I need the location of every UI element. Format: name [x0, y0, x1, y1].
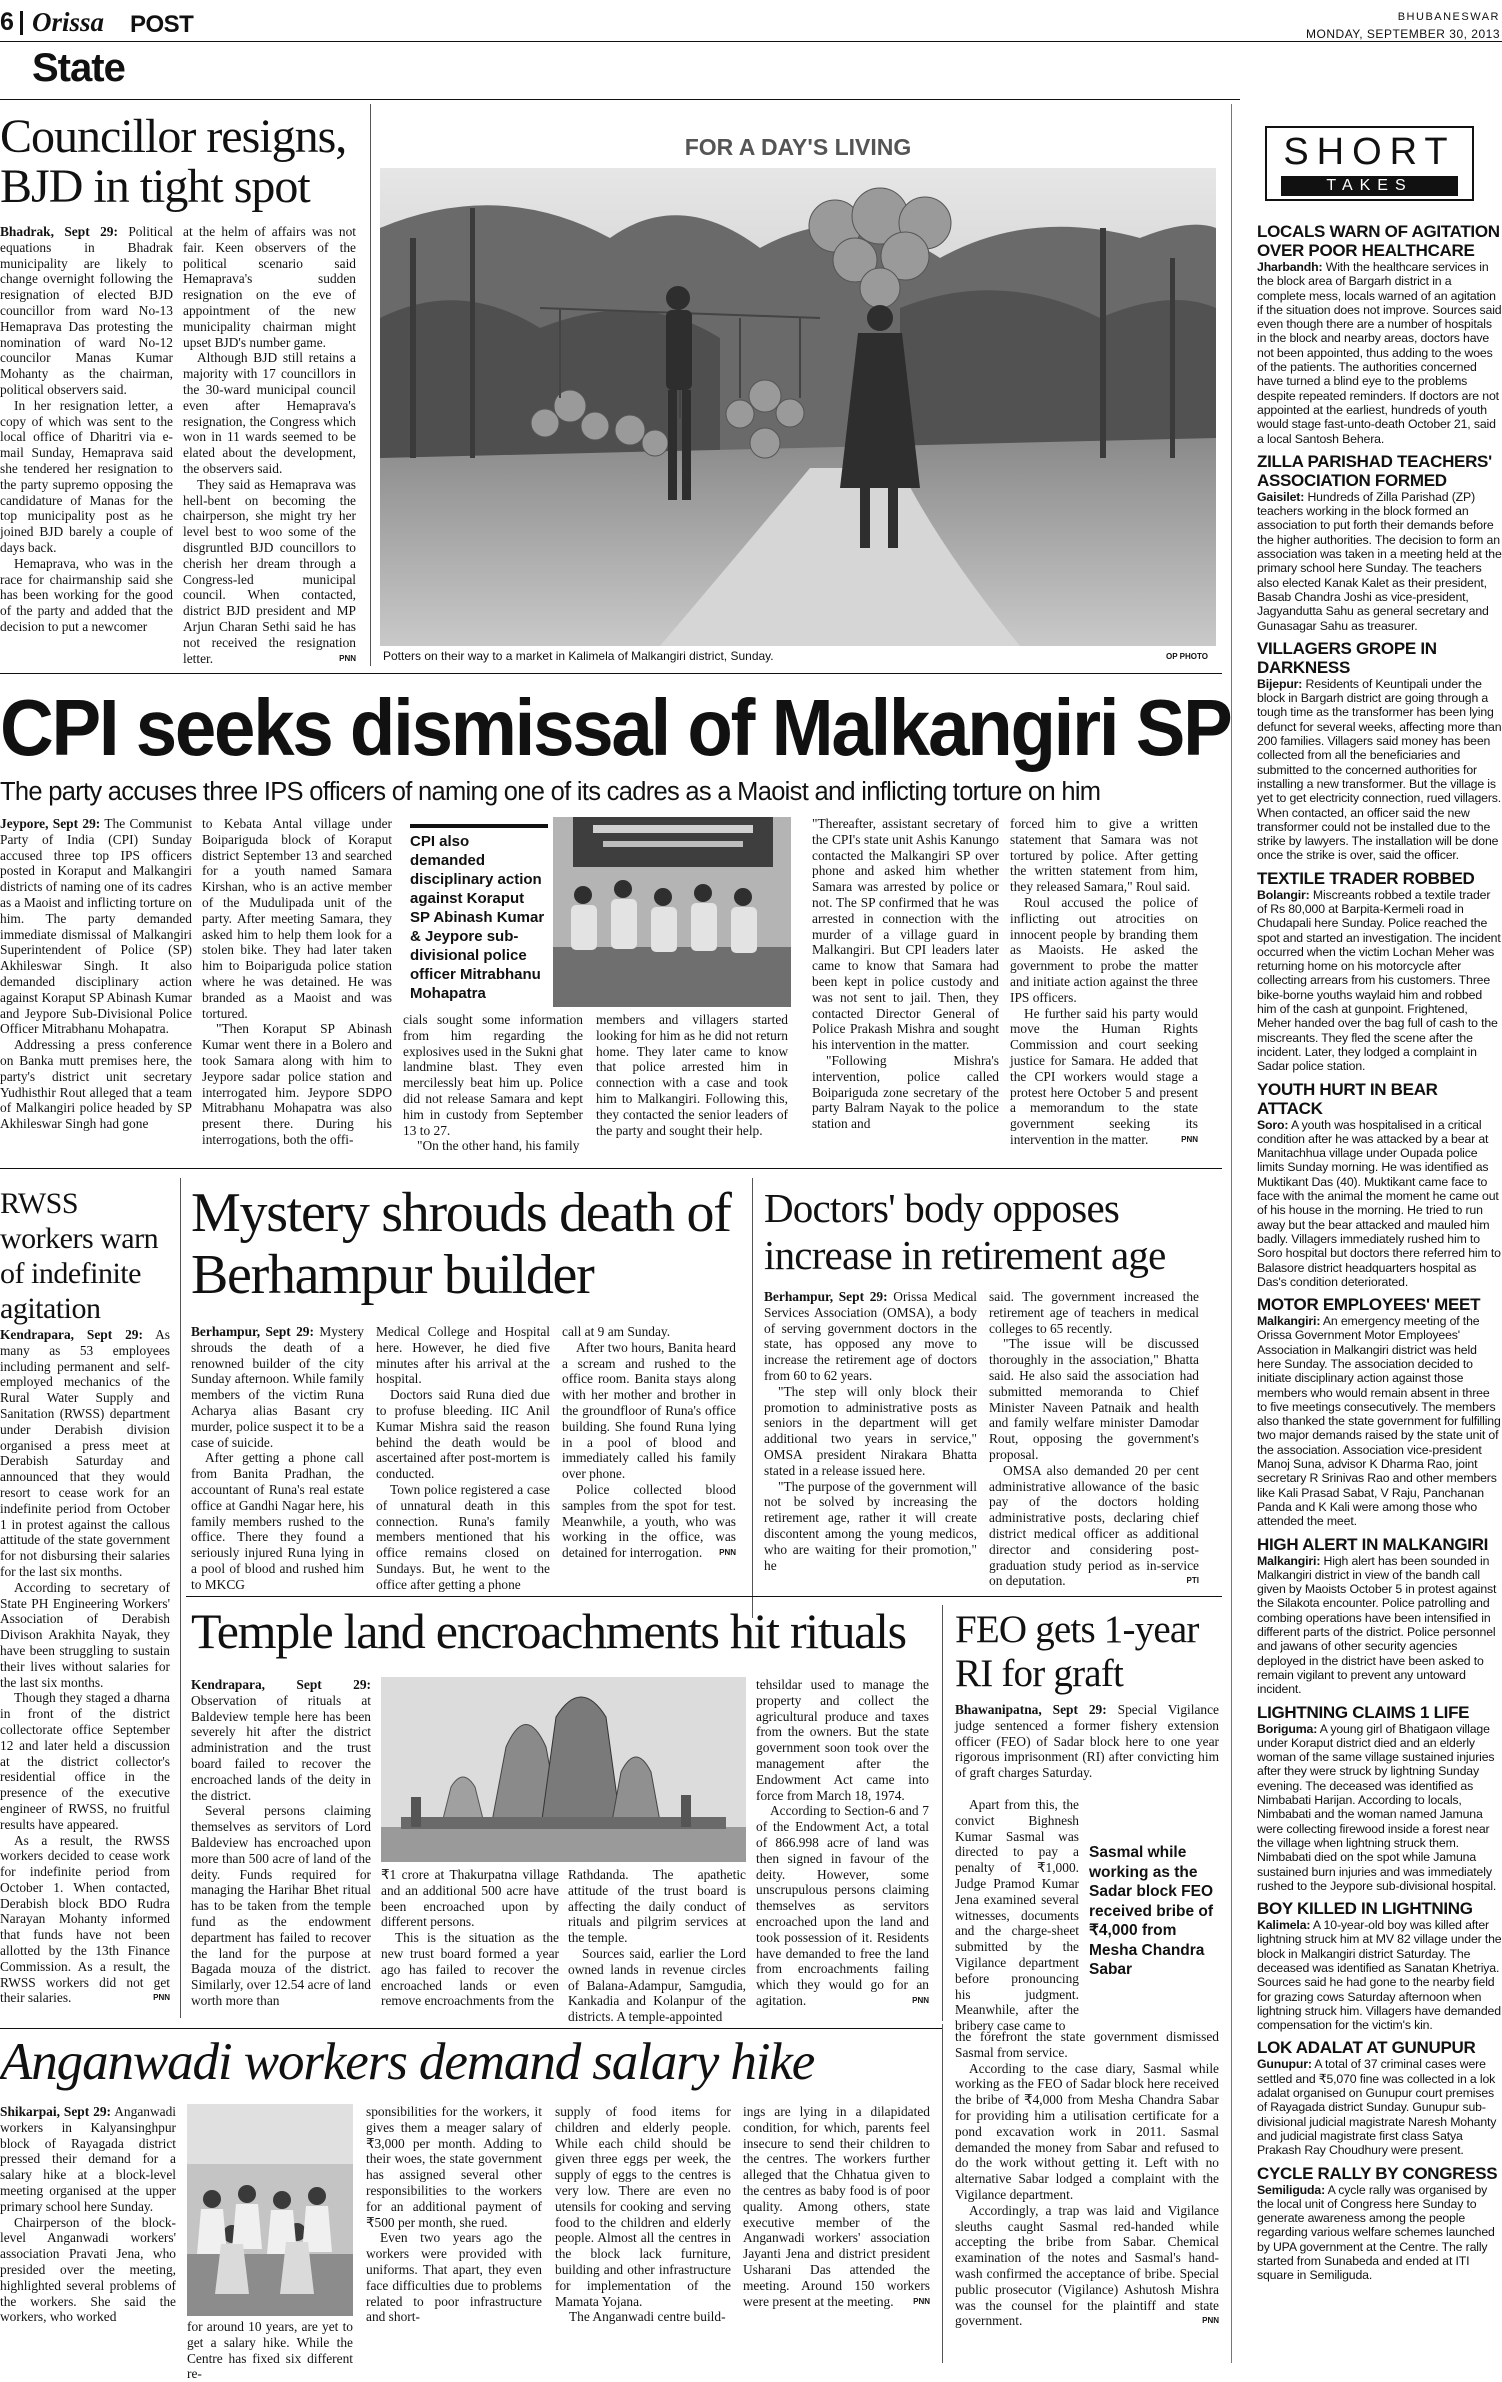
mystery-para: Medical College and Hospital here. However, he died five minutes after his arrival at the hospital. — [376, 1324, 550, 1387]
temple-col-3 — [568, 1867, 746, 2025]
temple-col-4 — [756, 1677, 929, 2017]
temple-photo — [381, 1677, 746, 1862]
anganwadi-para: ings are lying in a dilapidated condition, for which, parents feel insecure to send their children to the centres. The workers further alleged that the Chhatua given to the centres as baby food is of poor quality. Among others, state executive member of the Anganwadi workers' association Jayanti Jena and district president Usharani Das attended the meeting. Around 150 workers were present at the meeting. PNN — [743, 2104, 930, 2309]
mystery-para: Berhampur, Sept 29: Mystery shrouds the death of a renowned builder of the city Sunday afternoon. While family members of the victim Runa Acharya alias Basant cry murder, police suspect it to be a case of suicide. — [191, 1324, 364, 1450]
anganwadi-para: sponsibilities for the workers, it gives them a meager salary of ₹3,000 per month. Adding to their woes, the state government has assigned several other responsibilities to the workers for an additional payment of ₹500 per month, she rued. — [366, 2104, 542, 2230]
councillor-para: In her resignation letter, a copy of which was sent to the local office of Dharitri via e-mail Sunday, Hemaprava said she tendered her resignation to the party supremo opposing the candidature of Manas for the top municipality post as he joined BJD barely a couple of days back. — [0, 397, 173, 555]
temple-para: Kendrapara, Sept 29: Observation of rituals at Baldeview temple here has been severely hit after the district administration and the trust board failed to recover the encroached lands of the deity in the district. — [191, 1677, 371, 1803]
temple-para: ₹1 crore at Thakurpatna village and an additional 500 acre have been encroached upon by different persons. — [381, 1867, 559, 1930]
short-take-body — [1257, 888, 1502, 1074]
short-take-text: A youth was hospitalised in a critical condition after he was attacked by a bear at Manitachhua village under Oupada police limits Sunday morning. He was identified as Muktikant Das (40). Muktikant came face to face with the animal the moment he came out of his house in the morning. He tried to run away but the bear attacked and mauled him badly. Villagers immediately rushed him to Soro hospital but doctors there referred him to Balasore district headquarters hospital as Das's condition deteriorated. — [1257, 1117, 1501, 1289]
anganwadi-para: Shikarpai, Sept 29: Anganwadi workers in Kalyansinghpur block of Rayagada district pressed their demand for a salary hike at a block-level meeting organised at the upper primary school here Sunday. — [0, 2104, 176, 2214]
cpi-para: "Following Mishra's intervention, police called Boipariguda zone secretary of the party Balram Nayak to the police station and — [812, 1052, 999, 1132]
short-take-body — [1257, 490, 1502, 633]
rwss-divider — [180, 1178, 181, 2018]
feo-pull-quote: Sasmal while working as the Sadar block FEO received bribe of ₹4,000 from Mesha Chandra Sabar — [1089, 1844, 1214, 1978]
short-take-body — [1257, 677, 1502, 863]
short-take-place: Bolangir: — [1257, 887, 1310, 902]
short-take-place: Bijepur: — [1257, 676, 1303, 691]
short-take-place: Soro: — [1257, 1117, 1289, 1132]
short-take-place: Gunupur: — [1257, 2057, 1312, 2072]
short-take-headline: BOY KILLED IN LIGHTNING — [1257, 1899, 1473, 1919]
councillor-para: Hemaprava, who was in the race for chairmanship said she has been working for the good of the party and added that the decision to put a newcomer — [0, 555, 173, 634]
short-take-text: Residents of Keuntipali under the block in Bargarh district are going through a tough time as the transformer has been lying defunct for several weeks, affecting more than 200 families. Villagers said money has been collected from all the beneficiaries and submitted to the concerned authorities for installing a new transformer. But the village is yet to get electricity connection, rued villagers. When contacted, an officer said the new transformer could not be installed due to the strike by lawyers. The installation will be done once the strike is over, said the officer. — [1257, 676, 1502, 863]
cpi-col-1 — [0, 816, 192, 1156]
temple-col-1 — [191, 1677, 371, 2017]
councillor-para: Although BJD still retains a majority with 17 councillors in the 30-ward municipal council even after Hemaprava's resignation, the Congress which won in 11 wards seemed to be elated about the development, the observers said. — [183, 350, 356, 476]
short-take-body — [1257, 2183, 1502, 2283]
councillor-headline: Councillor resigns, BJD in tight spot — [0, 110, 347, 213]
masthead-divider — [20, 11, 23, 35]
cpi-para: cials sought some information from him regarding the explosives used in the Sukni ghat landmine blast. They even mercilessly beat him up. Police did not release Samara and kept him in custody from September 13 to 27. — [403, 1012, 583, 1138]
feo-bottom — [955, 2029, 1219, 2359]
cpi-para: He further said his party would move the Human Rights Commission and court seeking justice for Samara. He added that the CPI workers would stage a protest here October 5 and present a memorandum to the state government seeking its intervention in the matter. PNN — [1010, 1005, 1198, 1147]
cpi-col-4 — [596, 1012, 788, 1152]
feo-para: Bhawanipatna, Sept 29: Special Vigilance judge sentenced a former fishery extension officer (FEO) of Sadar block here to one year rigorous imprisonment (RI) after convicting him of graft charges Saturday. — [955, 1702, 1219, 1781]
rwss-body — [0, 1327, 170, 2027]
short-take-text: Miscreants robbed a textile trader of Rs 80,000 at Barpita-Kermeli road in Chudapali here Sunday. Police reached the spot and started an investigation. The incident occurred when the victim Lochan Meher was returning home on his motorcycle after collecting arrears from his customers. Three bike-borne youths waylaid him and robbed him of the cash at gunpoint. Frightened, Meher handed over the bag full of cash to the miscreants. They fled the scene after the incident. Later, they lodged a complaint in Sadar police station. — [1257, 887, 1501, 1074]
masthead-section-word: POST — [130, 11, 194, 38]
doctors-para: said. The government increased the retirement age of teachers in medical colleges to 65 recently. — [989, 1289, 1199, 1336]
temple-para: Rathdanda. The apathetic attitude of the trust board is affecting the daily conduct of rituals and pilgrim services at the temple. — [568, 1867, 746, 1946]
short-takes-divider — [1231, 104, 1232, 2363]
anganwadi-headline: Anganwadi workers demand salary hike — [0, 2033, 815, 2091]
potters-photo-illustration — [380, 168, 1216, 646]
temple-para: According to Section-6 and 7 of the Endowment Act, a total of 866.998 acre of land was then signed in favour of the deity. However, some unscrupulous persons claiming themselves as servitors encroached upon the land and took possession of it. Residents have demanded to free the land from encroachments failing which they would go for an agitation. PNN — [756, 1803, 929, 2008]
rwss-para: According to secretary of State PH Engineering Workers' Association of Derabish Divison Arakhita Nayak, they have been struggling to sustain their lives without salaries for the last six months. — [0, 1579, 170, 1690]
anganwadi-feo-divider — [942, 2024, 943, 2363]
masthead-city: BHUBANESWAR — [1397, 11, 1500, 23]
masthead-paper: Orissa — [32, 7, 105, 37]
anganwadi-col-2 — [187, 2319, 353, 2382]
rwss-headline: RWSS workers warn of indefinite agitation — [0, 1187, 159, 1325]
short-take-headline: TEXTILE TRADER ROBBED — [1257, 868, 1475, 888]
cpi-col-5 — [812, 816, 999, 1156]
cpi-para: members and villagers started looking for him as he did not return home. They later came to know that police arrested him in connection with a case and took him to Malkangiri. Following this, they contacted the senior leaders of the party and sought their help. — [596, 1012, 788, 1138]
cpi-col-2 — [202, 816, 392, 1156]
cpi-para: forced him to give a written statement that Samara was not tortured by police. After getting the written statement from him, they released Samara," Roul said. — [1010, 816, 1198, 895]
short-takes-title-top: SHORT — [1283, 131, 1456, 173]
mystery-col-1 — [191, 1324, 364, 1614]
anganwadi-para: The Anganwadi centre build- — [569, 2309, 726, 2325]
short-take-headline: HIGH ALERT IN MALKANGIRI — [1257, 1534, 1489, 1554]
short-take-body — [1257, 1554, 1502, 1697]
cpi-press-photo-illustration — [553, 817, 791, 1007]
short-take-text: With the healthcare services in the block area of Bargarh district in a complete mess, locals warned of an agitation if the situation does not improve. Sources said even though there are a number of hospitals in the block and nearby areas, doctors have not been appointed, thus adding to the woes of the patients. The authorities concerned have turned a blind eye to the problems despite repeated reminders. If doctors are not appointed at the earliest, hundreds of youth would stage fast-unto-death October 21, said a local Santosh Behera. — [1257, 260, 1502, 446]
doctors-para: OMSA also demanded 20 per cent administrative allowance of the basic pay of the doctors holding administrative posts, declaring chief district medical officer as additional director and considering post-graduation study period as in-service on deputation. PTI — [989, 1462, 1199, 1589]
short-take-text: Hundreds of Zilla Parishad (ZP) teachers working in the block formed an association to put forth their demands before the higher authorities. The decision to form an association was taken in a meeting held at the primary school here Sunday. The teachers also elected Kanak Kalet as their president, Basab Chandra Joshi as vice-president, Jagyandutta Sahu as general secretary and Gunasagar Sahu as treasurer. — [1257, 489, 1502, 633]
cpi-para: Addressing a press conference on Banka mutt premises here, the party's district unit secretary Yudhisthir Rout alleged that a team of Malkangiri police headed by SP Akhileswar Singh had gone — [0, 1037, 192, 1132]
cpi-para: to Kebata Antal village under Boipariguda block of Koraput district September 13 and searched for a youth named Samara Kirshan, who is an active member of the Mudulipada unit of the party. After meeting Samara, they asked him to help them look for a stolen bike. They had later taken him to Boipariguda police station where he was detained. He was branded as a Maoist and was tortured. — [202, 816, 392, 1021]
potters-photo — [380, 168, 1216, 646]
days-living-title: FOR A DAY'S LIVING — [684, 134, 912, 160]
anganwadi-photo — [187, 2104, 353, 2316]
cpi-pull-quote: CPI also demanded disciplinary action against Koraput SP Abinash Kumar & Jeypore sub-divisional police officer Mitrabhanu Mohapatra — [410, 824, 548, 1003]
temple-para: This is the situation as the new trust board formed a year ago has failed to recover the encroached lands or even remove encroachments from the — [381, 1930, 559, 2009]
temple-top-rule — [186, 1596, 1222, 1597]
mystery-para: Police collected blood samples from the spot for test. Meanwhile, a youth, who was working in the office, was detained for interrogation. PNN — [562, 1481, 736, 1561]
feo-narrow — [955, 1797, 1079, 2034]
anganwadi-col-3 — [366, 2104, 542, 2363]
doctors-col-2 — [989, 1289, 1199, 1619]
short-take-headline: ZILLA PARISHAD TEACHERS' ASSOCIATION FORMED — [1257, 451, 1492, 490]
anganwadi-para: for around 10 years, are yet to get a salary hike. While the Centre has fixed six different re- — [187, 2319, 353, 2382]
short-take-headline: VILLAGERS GROPE IN DARKNESS — [1257, 638, 1437, 677]
cpi-para: "On the other hand, his family — [417, 1138, 580, 1154]
short-take-headline: CYCLE RALLY BY CONGRESS — [1257, 2163, 1498, 2183]
anganwadi-col-1 — [0, 2104, 176, 2363]
short-take-body — [1257, 1722, 1502, 1894]
councillor-photo-divider — [370, 104, 371, 666]
short-take-headline: YOUTH HURT IN BEAR ATTACK — [1257, 1079, 1438, 1118]
cpi-col-6 — [1010, 816, 1198, 1156]
short-take-text: A young girl of Bhatigaon village under Koraput district died and an elderly woman of the same village sustained injuries after they were struck by lightning Sunday evening. The deceased was identified as Nimbabati Harijan. According to locals, Nimbabati and the woman named Jamuna were collecting firewood inside a forest near the village when lightning struck them. Nimbabati died on the spot while Jamuna sustained burn injuries and was immediately rushed to the Jeypore sub-divisional hospital. — [1257, 1721, 1497, 1893]
short-take-headline: LOK ADALAT AT GUNUPUR — [1257, 2038, 1476, 2058]
short-take-text: A 10-year-old boy was killed after lightning struck him at MV 82 village under the block in Malkangiri district Saturday. The deceased was identified as Sanatan Khetriya. Sources said he had gone to the nearby field for grazing cows Saturday afternoon when lightning struck him. Villagers have demanded compensation for the victim's kin. — [1257, 1918, 1502, 2033]
cpi-para: "Thereafter, assistant secretary of the CPI's state unit Ashis Kanungo contacted the Malkangiri SP over phone and asked him whether Samara was arrested by police or not. The SP confirmed that he was arrested in connection with the murder of a village guard in Malkangiri. But CPI leaders later came to know that Samara had been kept in police custody and was not sent to jail. Then, they contacted Director General of Police Prakash Mishra and sought his intervention in the matter. — [812, 816, 999, 1053]
mystery-doctors-divider — [752, 1178, 753, 1618]
mystery-headline: Mystery shrouds death of Berhampur builder — [191, 1182, 731, 1306]
cpi-para: Jeypore, Sept 29: The Communist Party of India (CPI) Sunday accused three top IPS officers posted in Koraput and Malkangiri districts of naming one of its cadres as a Maoist and inflicting torture on him. The party demanded immediate dismissal of Malkangiri Superintendent of Police (SP) Akhileswar Singh. It also demanded disciplinary action against Koraput SP Abinash Kumar and Jeypore Sub-Divisional Police Officer Mitrabhanu Mohapatra. — [0, 816, 193, 1037]
cpi-subhead: The party accuses three IPS officers of naming one of its cadres as a Maoist and inflicting torture on him — [0, 778, 1101, 806]
feo-para: Apart from this, the convict Bighnesh Kumar Sasmal was directed to pay a penalty of ₹1,000. Judge Pramod Kumar Jena examined several witnesses, documents and the charge-sheet submitted by the Vigilance department before pronouncing his judgment. Meanwhile, after the bribery case came to — [955, 1797, 1079, 2034]
cpi-press-photo — [553, 817, 791, 1007]
temple-col-2 — [381, 1867, 559, 2017]
temple-para: tehsildar used to manage the property and collect the agricultural produce and taxes from the owners. But the state government soon took over the management after the Endowment Act came into force from March 18, 1974. — [756, 1677, 929, 1803]
short-take-text: A total of 37 criminal cases were settled and ₹5,070 fine was collected in a lok adalat organised on Gunupur court premises of Rayagada district Sunday. Gunupur sub-divisional judicial magistrate Naresh Mohanty and judicial magistrate first class Satya Prakash Ray Choudhury were present. — [1257, 2057, 1497, 2158]
temple-para: Sources said, earlier the Lord owned lands in revenue circles of Balana-Adampur, Samgudia, Kankadia and Kolanpur of the districts. A temple-appointed — [568, 1945, 746, 2025]
feo-para: the forefront the state government dismissed Sasmal from service. — [955, 2029, 1219, 2060]
short-take-place: Malkangiri: — [1257, 1553, 1321, 1568]
short-take-body — [1257, 2057, 1502, 2157]
councillor-col-1 — [0, 224, 173, 664]
rwss-para: Kendrapara, Sept 29: As many as 53 employees including permanent and self-employed mechanics of the Rural Water Supply and Sanitation (RWSS) department under Derabish division organised a press meet at Derabish Saturday and announced that they would resort to cease work for an indefinite period from October 1 in protest against the callous attitude of the state government for not disbursing their salaries for the last six months. — [0, 1327, 170, 1579]
anganwadi-top-rule — [0, 2028, 942, 2029]
councillor-para: at the helm of affairs was not fair. Keen observers of the political scenario said Hemaprava's sudden resignation on the eve of appointment of the new municipality chairman might upset BJD's number game. — [183, 224, 356, 350]
mystery-col-3 — [562, 1324, 736, 1614]
mystery-col-2 — [376, 1324, 550, 1614]
short-takes-list — [1257, 222, 1502, 2289]
doctors-para: Berhampur, Sept 29: Orissa Medical Services Association (OMSA), a body of serving government doctors in the state, has opposed any move to increase the retirement age of doctors from 60 to 62 years. — [764, 1289, 977, 1383]
short-take-place: Malkangiri: — [1257, 1314, 1321, 1329]
short-take-text: An emergency meeting of the Orissa Government Motor Employees' Association in Malkangiri district was held here Sunday. The association decided to initiate disciplinary action against those members who would remain absent in three to five meetings consecutively. The members also thanked the state government for fulfilling two major demands raised by the state unit of the association. Association vice-president Manoj Suna, advisor K Dharma Rao, joint secretary R Srinivas Rao and other members like Kali Prasad Sabat, V Raju, Panchanan Panda and K Kali were among those who attended the meet. — [1257, 1314, 1501, 1529]
short-take-headline: LIGHTNING CLAIMS 1 LIFE — [1257, 1702, 1470, 1722]
anganwadi-col-4 — [555, 2104, 731, 2363]
feo-top — [955, 1702, 1219, 1797]
mystery-para: Town police registered a case of unnatural death in this connection. Runa's family members mentioned that his office remains closed on Sundays. But, he went to the office after getting a phone — [376, 1481, 550, 1592]
short-take-place: Gaisilet: — [1257, 489, 1305, 504]
doctors-para: "The step will only block their promotion to administrative posts as seniors in the department will get additional two years in service," OMSA president Nirakara Bhatta stated in a release issued here. — [764, 1383, 977, 1478]
anganwadi-para: supply of food items for children and elderly people. While each child should be given three eggs per week, the supply of eggs to the centres is very low. There are even no utensils for cooking and serving food to the children and elderly people. Almost all the centres in the block lack furniture, building and other infrastructure for implementation of the Mamata Yojana. — [555, 2104, 731, 2309]
short-takes-title-bottom: TAKES — [1281, 176, 1458, 196]
short-take-text: High alert has been sounded in Malkangiri district in view of the bandh call given by Maoists October 5 in protest against the Silakota encounter. Police patrolling and combing operations have been intensified in different parts of the district. Police personnel and jawans of other security agencies deployed in the district have been asked to remain vigilant to prevent any untoward incident. — [1257, 1553, 1497, 1697]
short-take-place: Semiliguda: — [1257, 2182, 1326, 2197]
rwss-para: Though they staged a dharna in front of the district collectorate office September 12 and later held a discussion at the district collector's residential office in the presence of the executive engineer of RWSS, no fruitful results have appeared. — [0, 1690, 170, 1832]
temple-feo-divider — [942, 1605, 943, 2021]
short-take-body — [1257, 260, 1502, 446]
feo-para: Accordingly, a trap was laid and Vigilance sleuths caught Sasmal red-handed while accepting the bribe from Sabar. Chemical examination of the notes and Sasmal's hand-wash confirmed the acceptance of bribe. Special public prosecutor (Vigilance) Ashutosh Mishra was the counsel for the plaintiff and state government. PNN — [955, 2202, 1219, 2329]
doctors-para: "The purpose of the government will not be solved by increasing the retirement age, rather it will create discontent among the young medicos, who are waiting for their promotion," he — [764, 1478, 977, 1573]
section-rule — [0, 99, 1240, 100]
mystery-para: call at 9 am Sunday. — [562, 1324, 671, 1339]
doctors-para: "The issue will be discussed thoroughly in the association," Bhatta said. He also said the association had submitted memoranda to Chief Minister Naveen Patnaik and health and family welfare minister Damodar Rout, opposing the government's proposal. — [989, 1336, 1199, 1462]
doctors-headline: Doctors' body opposes increase in retirement age — [764, 1185, 1166, 1278]
temple-photo-illustration — [381, 1677, 746, 1862]
cpi-col-3 — [403, 1012, 583, 1152]
days-living-caption: Potters on their way to a market in Kalimela of Malkangiri district, Sunday. — [383, 649, 774, 663]
cpi-para: Roul accused the police of inflicting out atrocities on innocent people by branding them as Maoists. He asked the government to probe the matter and initiate action against the three IPS officers. — [1010, 894, 1198, 1005]
days-living-credit: OP PHOTO — [1166, 652, 1208, 661]
temple-headline: Temple land encroachments hit rituals — [191, 1603, 906, 1659]
cpi-headline: CPI seeks dismissal of Malkangiri SP — [0, 683, 1231, 772]
councillor-col-2 — [183, 224, 356, 664]
short-take-body — [1257, 1118, 1502, 1290]
short-take-body — [1257, 1918, 1502, 2032]
doctors-col-1 — [764, 1289, 977, 1619]
anganwadi-para: Chairperson of the block-level Anganwadi workers' association Pravati Jena, who presided over the meeting, highlighted several problems of the workers. She said the workers, who worked — [0, 2214, 176, 2325]
short-takes-logo — [1265, 126, 1474, 201]
short-take-body — [1257, 1314, 1502, 1528]
short-take-place: Kalimela: — [1257, 1918, 1311, 1933]
councillor-para: Bhadrak, Sept 29: Political equations in Bhadrak municipality are likely to change overnight following the resignation of elected BJD councillor from ward No-13 Hemaprava Das protesting the nomination of ward No-12 councilor Manas Kumar Mohanty as the chairman, political observers said. — [0, 224, 173, 397]
short-take-place: Boriguma: — [1257, 1721, 1318, 1736]
cpi-top-rule — [0, 673, 1222, 674]
mystery-para: After two hours, Banita heard a scream and rushed to the office room. Banita stays along with her mother and brother in the groundfloor of Runa's office building. She found Runa lying in a pool of blood and immediately called his family over phone. — [562, 1339, 736, 1482]
short-take-place: Jharbandh: — [1257, 260, 1323, 274]
short-take-text: A cycle rally was organised by the local unit of Congress here Sunday to generate awareness among the people regarding various welfare schemes launched by UPA government at the Centre. The rally started from Sunabeda and ended at ITI square in Semiliguda. — [1257, 2182, 1495, 2283]
cpi-para: "Then Koraput SP Abinash Kumar went there in a Bolero and took Samara along with him to Jeypore sadar police station and interrogated him. Jeypore SDPO Mitrabhanu Mohapatra was also present there. During his interrogations, both the offi- — [202, 1021, 392, 1147]
anganwadi-para: Even two years ago the workers were provided with uniforms. That apart, they even face difficulties due to problems related to poor infrastructure and short- — [366, 2230, 542, 2325]
mid-rule — [0, 1168, 1222, 1169]
mystery-para: After getting a phone call from Banita Pradhan, the accountant of Runa's real estate office at Gandhi Nagar here, his family members rushed to the office. There they found a seriously injured Runa lying in a pool of blood and rushed him to MKCG — [191, 1450, 364, 1592]
short-take-headline: LOCALS WARN OF AGITATION OVER POOR HEALTHCARE — [1257, 222, 1500, 260]
anganwadi-photo-illustration — [187, 2104, 353, 2316]
rwss-para: As a result, the RWSS workers decided to cease work for indefinite period from October 1. When contacted, Derabish block BDO Rudra Narayan Mohanty informed that funds have not been allotted by the 13th Finance Commission. As a result, the RWSS workers did not get their salaries. PNN — [0, 1832, 170, 2006]
councillor-para: They said as Hemaprava was hell-bent on becoming the chairperson, she might try her level best to woo some of the disgruntled BJD councillors to cherish her dream through a Congress-led municipal council. When contacted, district BJD president and MP Arjun Charan Sethi said he has not received the resignation letter. PNN — [183, 476, 356, 666]
temple-para: Several persons claiming themselves as servitors of Lord Baldeview has encroached upon more than 500 acre of land of the deity. Funds required for managing the Harihar Bhet ritual has to be taken from the temple fund as the endowment department has failed to recover the land for the purpose at Bagada mouza of the district. Similarly, over 12.54 acre of land worth more than — [191, 1803, 371, 2008]
section-title: State — [32, 46, 125, 90]
short-take-headline: MOTOR EMPLOYEES' MEET — [1257, 1295, 1481, 1315]
masthead-date: MONDAY, SEPTEMBER 30, 2013 — [1306, 27, 1500, 41]
feo-headline: FEO gets 1-year RI for graft — [955, 1608, 1199, 1695]
page-number: 6 — [0, 8, 14, 36]
mystery-para: Doctors said Runa died due to profuse bleeding. IIC Anil Kumar Mishra said the reason behind the death would be ascertained after post-mortem is conducted. — [376, 1387, 550, 1482]
feo-para: According to the case diary, Sasmal while working as the FEO of Sadar block here received the bribe of ₹4,000 from Mesha Chandra Sabar for providing him a utilisation certificate for a pond excavation work in 2011. Sasmal demanded the money from Sabar and refused to do the work without getting it. Left with no alternative Sabar lodged a complaint with the Vigilance department. — [955, 2060, 1220, 2202]
anganwadi-col-5 — [743, 2104, 930, 2363]
masthead-rule — [0, 41, 1502, 42]
